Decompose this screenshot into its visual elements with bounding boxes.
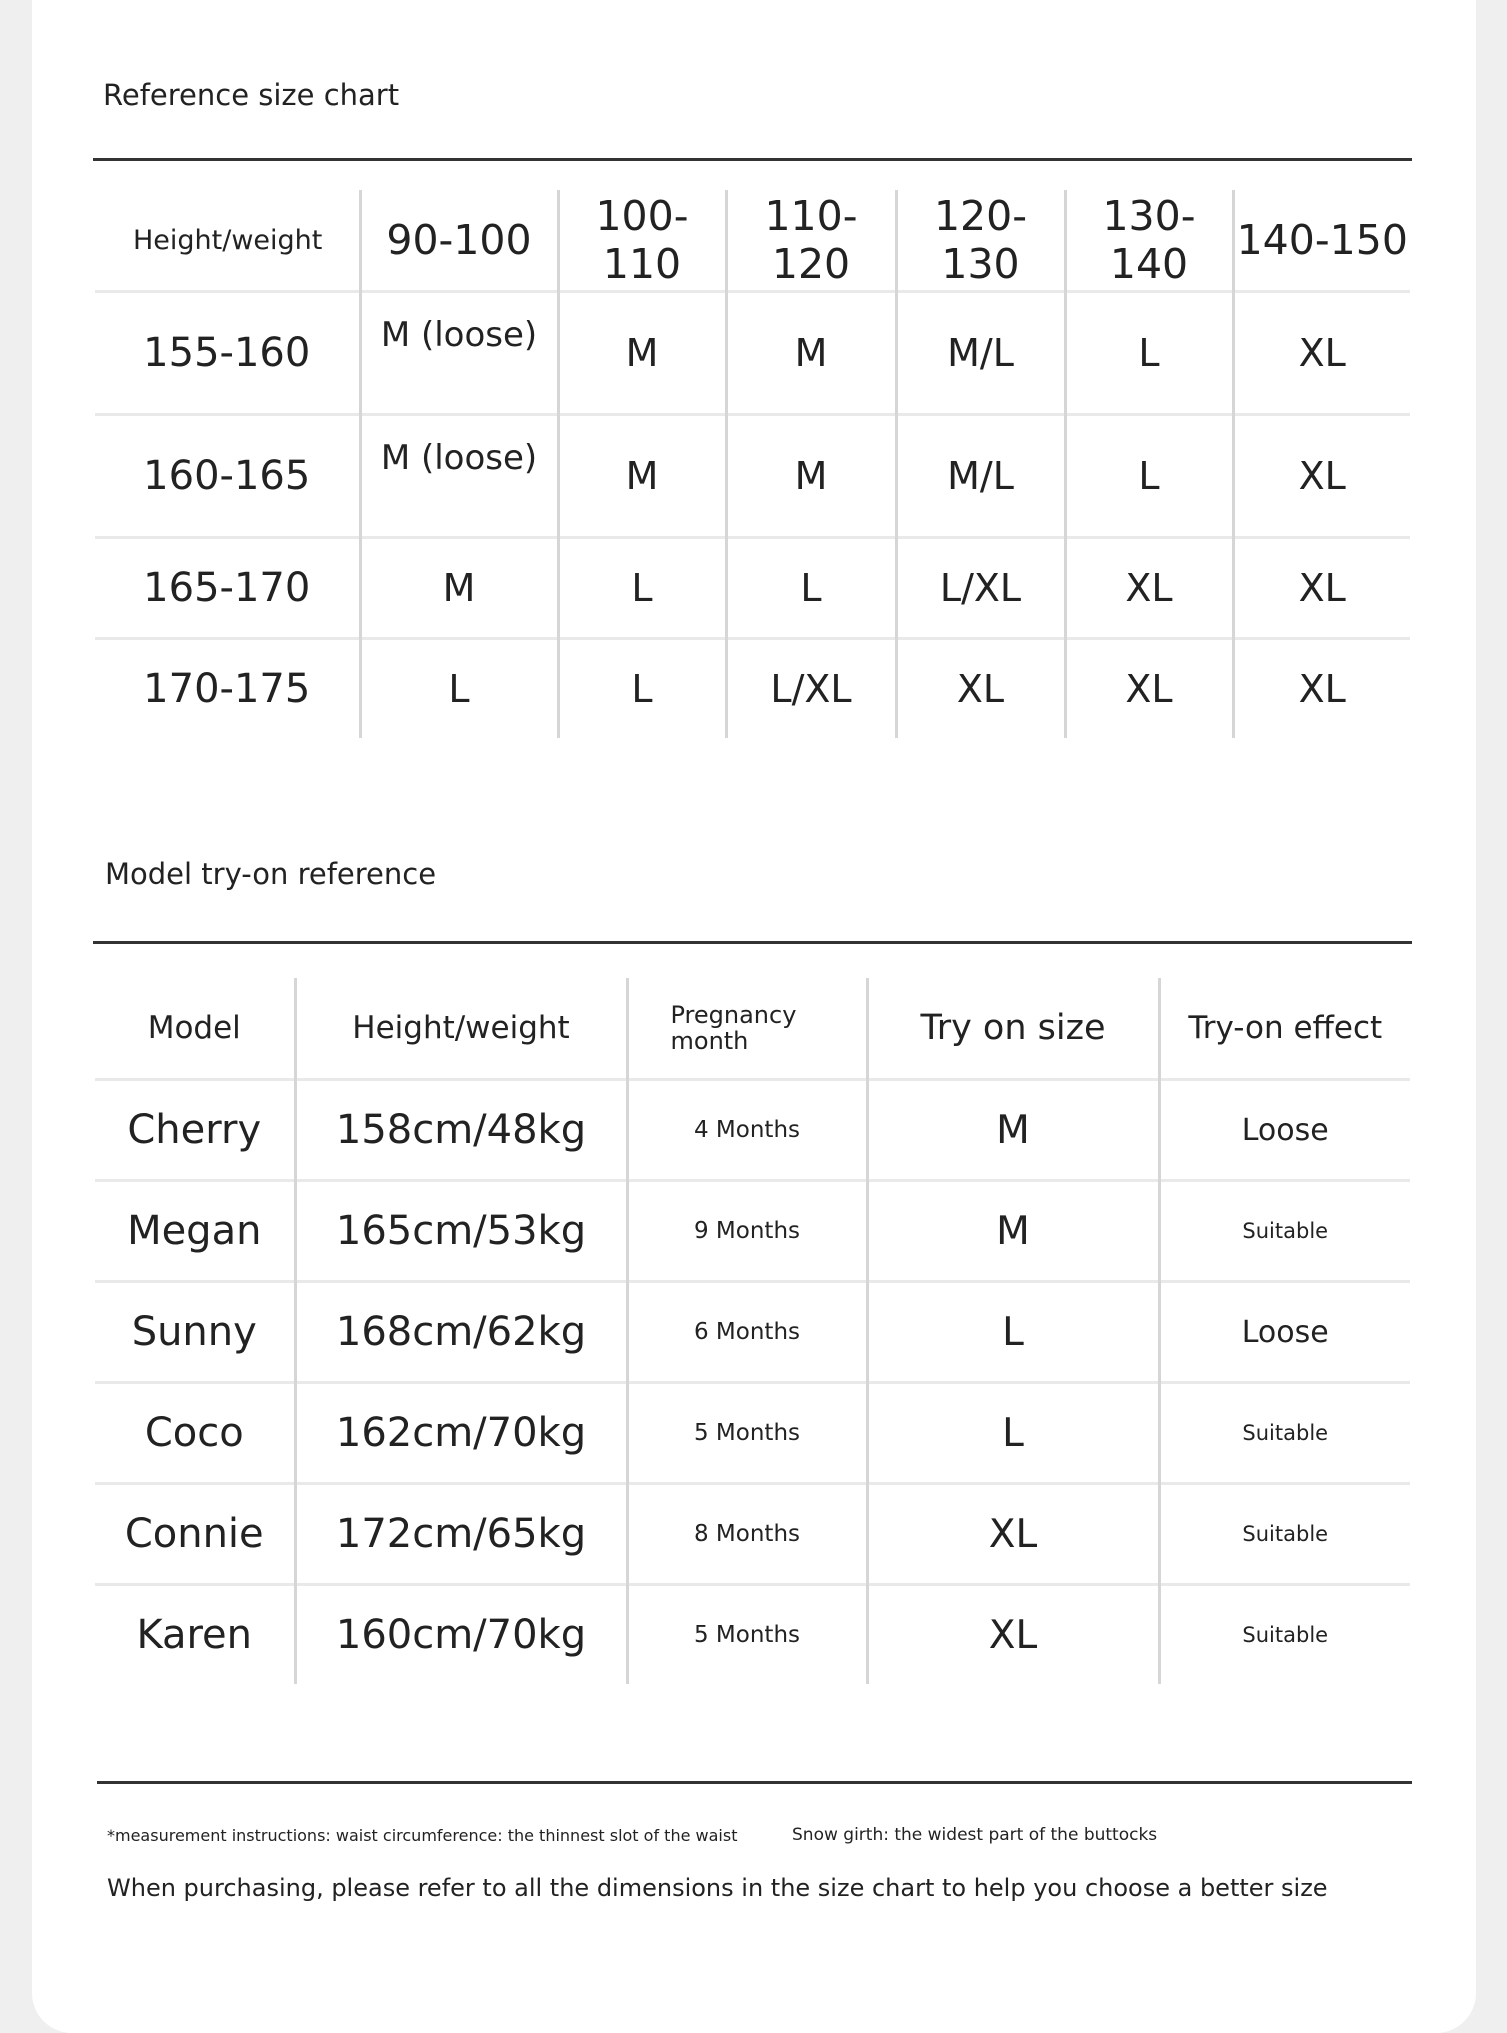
model-name: Coco: [95, 1383, 295, 1484]
size-cell: L: [726, 538, 896, 639]
weight-column-header: 130-140: [1065, 190, 1233, 292]
size-cell: M (loose): [360, 292, 558, 415]
model-height-weight: 158cm/48kg: [295, 1080, 627, 1181]
model-try-on-effect: Suitable: [1159, 1383, 1410, 1484]
model-pregnancy-month: 4 Months: [627, 1080, 867, 1181]
height-row-header: 155-160: [95, 292, 360, 415]
model-try-on-effect: Loose: [1159, 1080, 1410, 1181]
model-pregnancy-month: 5 Months: [627, 1585, 867, 1685]
size-cell: M/L: [896, 292, 1065, 415]
weight-column-header: 100-110: [558, 190, 726, 292]
size-chart-corner-label: Height/weight: [95, 190, 360, 292]
model-try-on-size: L: [867, 1383, 1159, 1484]
size-cell: L: [558, 538, 726, 639]
size-cell: L: [558, 639, 726, 739]
model-name: Megan: [95, 1181, 295, 1282]
weight-column-header: 140-150: [1236, 216, 1408, 264]
model-reference-table: [95, 978, 1410, 1684]
model-row: [95, 1282, 1410, 1383]
size-cell: M: [726, 415, 896, 538]
size-chart-header-row: [95, 190, 1410, 292]
height-row-header: 165-170: [95, 538, 360, 639]
size-cell: XL: [1065, 639, 1233, 739]
size-cell: XL: [1233, 639, 1410, 739]
pregnancy-header-line2: month: [670, 1027, 749, 1055]
pregnancy-month-column-header: [627, 978, 867, 1080]
size-cell: M (loose): [360, 415, 558, 538]
purchase-note: When purchasing, please refer to all the dimensions in the size chart to help you choose a better size: [107, 1874, 1328, 1902]
model-try-on-size: XL: [867, 1585, 1159, 1685]
model-try-on-effect: Suitable: [1159, 1585, 1410, 1685]
size-chart-row: [95, 538, 1410, 639]
notes-divider: [97, 1781, 1412, 1784]
model-name: Sunny: [95, 1282, 295, 1383]
size-chart-row: [95, 639, 1410, 739]
model-name: Connie: [95, 1484, 295, 1585]
model-name: Karen: [95, 1585, 295, 1685]
model-height-weight: 165cm/53kg: [295, 1181, 627, 1282]
model-try-on-size: XL: [867, 1484, 1159, 1585]
size-cell: L: [360, 639, 558, 739]
size-cell: L/XL: [726, 639, 896, 739]
height-row-header: 170-175: [95, 639, 360, 739]
model-row: [95, 1484, 1410, 1585]
model-try-on-size: L: [867, 1282, 1159, 1383]
model-height-weight: 162cm/70kg: [295, 1383, 627, 1484]
model-try-on-size: M: [867, 1181, 1159, 1282]
size-cell: L: [1065, 292, 1233, 415]
model-try-on-size: M: [867, 1080, 1159, 1181]
size-chart-title: Reference size chart: [103, 78, 400, 112]
try-on-effect-column-header: Try-on effect: [1188, 1010, 1383, 1046]
model-try-on-effect: Loose: [1159, 1282, 1410, 1383]
size-cell: M: [726, 292, 896, 415]
size-cell: L: [1065, 415, 1233, 538]
size-chart-table: [95, 190, 1410, 738]
size-cell: XL: [896, 639, 1065, 739]
model-row: [95, 1181, 1410, 1282]
model-pregnancy-month: 9 Months: [627, 1181, 867, 1282]
model-reference-divider: [93, 941, 1412, 944]
weight-column-header: 110-120: [726, 190, 896, 292]
weight-column-header: 90-100: [360, 190, 558, 292]
size-cell: M: [558, 415, 726, 538]
model-pregnancy-month: 8 Months: [627, 1484, 867, 1585]
size-cell: XL: [1233, 538, 1410, 639]
model-height-weight: 160cm/70kg: [295, 1585, 627, 1685]
measurement-note: *measurement instructions: waist circumference: the thinnest slot of the waist: [107, 1826, 738, 1845]
model-row: [95, 1585, 1410, 1685]
model-row: [95, 1080, 1410, 1181]
try-on-size-column-header: Try on size: [867, 978, 1159, 1080]
model-column-header: Model: [95, 978, 295, 1080]
model-height-weight: 168cm/62kg: [295, 1282, 627, 1383]
girth-note: Snow girth: the widest part of the buttocks: [792, 1825, 1158, 1845]
size-cell: M: [360, 538, 558, 639]
model-row: [95, 1383, 1410, 1484]
size-cell: M/L: [896, 415, 1065, 538]
height-weight-column-header: Height/weight: [295, 978, 627, 1080]
model-reference-header-row: [95, 978, 1410, 1080]
model-pregnancy-month: 5 Months: [627, 1383, 867, 1484]
pregnancy-header-line1: Pregnancy: [670, 1001, 797, 1029]
model-height-weight: 172cm/65kg: [295, 1484, 627, 1585]
weight-column-header: 120-130: [896, 190, 1065, 292]
size-chart-row: [95, 415, 1410, 538]
model-name: Cherry: [95, 1080, 295, 1181]
size-chart-row: [95, 292, 1410, 415]
size-cell: M: [558, 292, 726, 415]
model-try-on-effect: Suitable: [1159, 1484, 1410, 1585]
height-row-header: 160-165: [95, 415, 360, 538]
size-cell: XL: [1233, 415, 1410, 538]
size-cell: L/XL: [896, 538, 1065, 639]
size-cell: XL: [1065, 538, 1233, 639]
size-cell: XL: [1233, 292, 1410, 415]
model-reference-title: Model try-on reference: [105, 857, 437, 891]
size-chart-divider: [93, 158, 1412, 161]
model-try-on-effect: Suitable: [1159, 1181, 1410, 1282]
model-pregnancy-month: 6 Months: [627, 1282, 867, 1383]
